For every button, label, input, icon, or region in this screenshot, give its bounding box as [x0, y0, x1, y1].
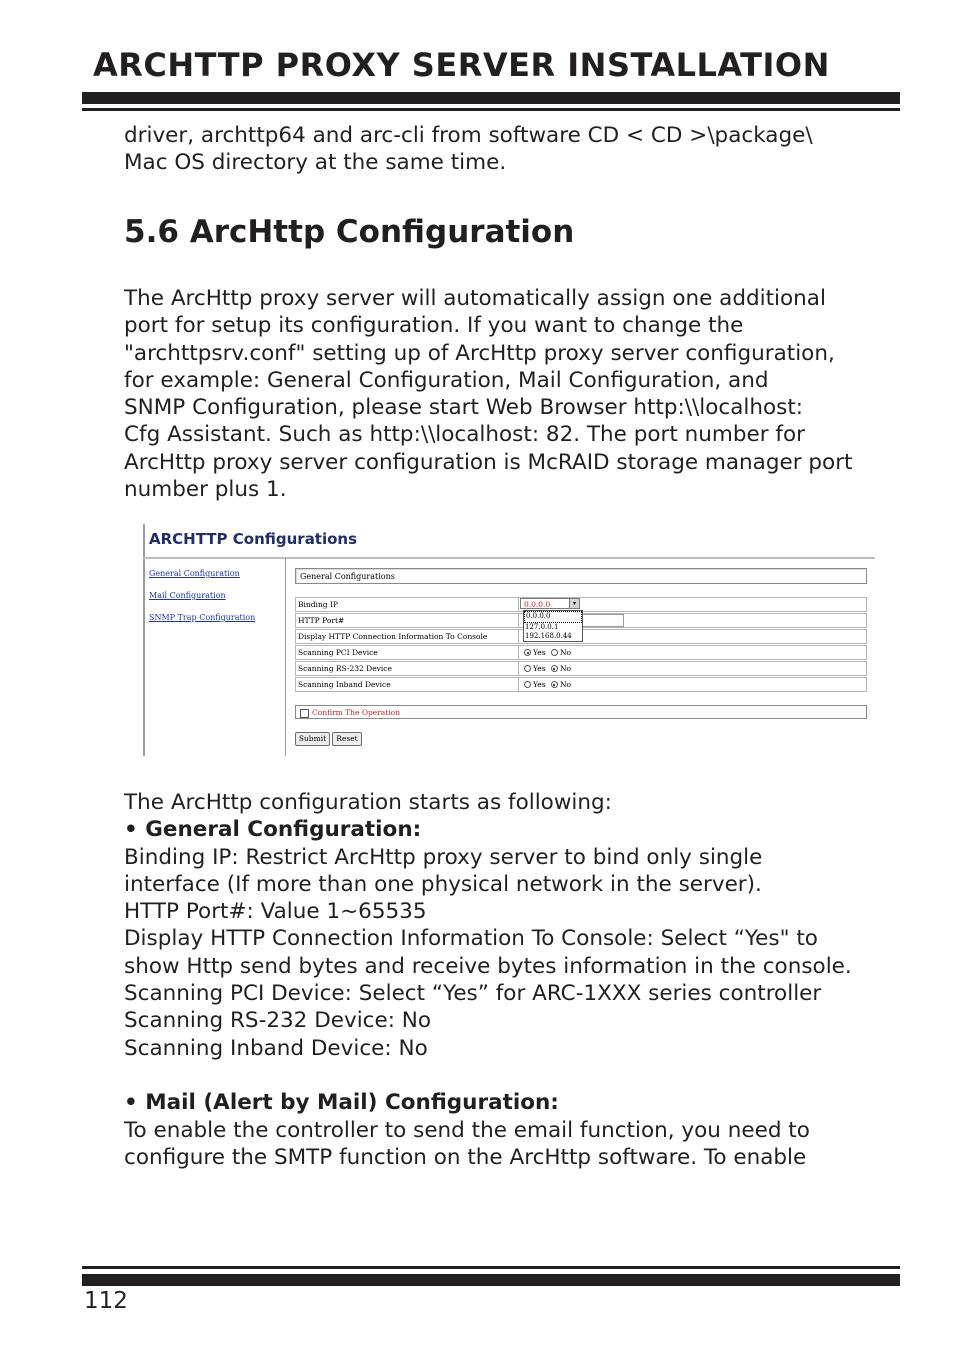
paragraph-line: port for setup its configuration. If you want to change the [124, 313, 744, 339]
header-rule [82, 92, 900, 104]
section-title: 5.6 ArcHttp Configuration [124, 214, 575, 250]
mail-configuration-heading: • Mail (Alert by Mail) Configuration: [124, 1090, 559, 1116]
row-divider [518, 598, 519, 611]
scan-pci-yes-radio[interactable] [524, 649, 531, 656]
general-line: Display HTTP Connection Information To Console: Select “Yes" to [124, 926, 818, 952]
archttp-config-screenshot [143, 524, 875, 756]
row-divider [518, 662, 519, 675]
yes-label: Yes [533, 680, 546, 689]
screenshot-title [149, 530, 357, 548]
page-header-title: ARCHTTP PROXY SERVER INSTALLATION [93, 46, 830, 84]
yes-label: Yes [533, 664, 546, 673]
row-scan-inband [295, 677, 867, 692]
row-label: Binding IP [298, 600, 338, 609]
lead-line: The ArcHttp configuration starts as following: [124, 790, 612, 815]
footer-rule [82, 1274, 900, 1286]
general-line: Scanning Inband Device: No [124, 1035, 428, 1061]
binding-ip-value: 0.0.0.0 [524, 600, 551, 609]
no-label: No [559, 680, 572, 689]
configuration-description [124, 789, 914, 1171]
screenshot-title-sub: Configurations [232, 530, 358, 548]
general-configurations-panel-header [295, 568, 867, 584]
scan-rs232-no-radio[interactable] [551, 665, 558, 672]
intro-text [124, 122, 914, 177]
dropdown-option[interactable]: 127.0.0.1 [525, 622, 559, 631]
binding-ip-dropdown [523, 610, 583, 642]
panel-title: General Configurations [300, 572, 395, 581]
screenshot-title-divider [143, 557, 875, 559]
screenshot-nav-divider [285, 558, 286, 756]
chevron-down-icon[interactable]: ▾ [569, 599, 579, 608]
page-number: 112 [84, 1288, 128, 1314]
row-label: HTTP Port# [298, 616, 345, 625]
general-line: Scanning RS-232 Device: No [124, 1008, 432, 1034]
paragraph-line: Cfg Assistant. Such as http:\\localhost: 82. The port number for [124, 422, 805, 448]
scan-pci-no-radio[interactable] [551, 649, 558, 656]
no-label: No [559, 648, 572, 657]
row-divider [518, 630, 519, 643]
scan-rs232-options [524, 664, 571, 673]
scan-rs232-yes-radio[interactable] [524, 665, 531, 672]
paragraph-line: for example: General Configuration, Mail Configuration, and [124, 367, 769, 393]
scan-inband-yes-radio[interactable] [524, 681, 531, 688]
nav-link-snmp-trap-configuration[interactable]: SNMP Trap Configuration [149, 613, 256, 622]
scan-pci-options [524, 648, 571, 657]
nav-link-general-configuration[interactable]: General Configuration [149, 569, 240, 578]
dropdown-option[interactable]: 192.168.0.44 [525, 632, 572, 640]
binding-ip-select[interactable] [520, 598, 580, 609]
general-line: Scanning PCI Device: Select “Yes” for ARC-1XXX series controller [124, 981, 822, 1007]
screenshot-title-main: ARCHTTP [149, 530, 228, 548]
header-rule-thin [82, 108, 900, 111]
nav-link-mail-configuration[interactable]: Mail Configuration [149, 591, 226, 600]
paragraph-line: The ArcHttp proxy server will automatically assign one additional [124, 286, 826, 311]
no-label: No [559, 664, 572, 673]
blank-line [124, 1062, 914, 1089]
scan-inband-no-radio[interactable] [551, 681, 558, 688]
confirm-operation-label: Confirm The Operation [312, 708, 401, 717]
submit-button[interactable]: Submit [295, 732, 330, 746]
row-scan-pci [295, 645, 867, 660]
mail-line: To enable the controller to send the email function, you need to [124, 1117, 810, 1143]
general-line: HTTP Port#: Value 1~65535 [124, 899, 427, 925]
intro-line: driver, archttp64 and arc-cli from software CD < CD >\package\ [124, 123, 813, 148]
row-label: Scanning PCI Device [298, 648, 378, 657]
row-label: Scanning RS-232 Device [298, 664, 392, 673]
general-line: interface (If more than one physical network in the server). [124, 871, 762, 897]
row-label: Scanning Inband Device [298, 680, 391, 689]
confirm-operation-checkbox[interactable] [300, 709, 309, 718]
paragraph-line: "archttpsrv.conf" setting up of ArcHttp proxy server configuration, [124, 340, 835, 366]
scan-inband-options [524, 680, 571, 689]
paragraph-line: ArcHttp proxy server configuration is McRAID storage manager port [124, 449, 853, 475]
row-divider [518, 614, 519, 627]
yes-label: Yes [533, 648, 546, 657]
general-configuration-heading: • General Configuration: [124, 817, 422, 843]
footer-rule-thin [82, 1266, 900, 1269]
row-label: Display HTTP Connection Information To Console [298, 632, 488, 641]
intro-line: Mac OS directory at the same time. [124, 150, 507, 176]
confirm-operation-row [295, 705, 867, 719]
paragraph-line: number plus 1. [124, 477, 287, 503]
paragraph-line: SNMP Configuration, please start Web Browser http:\\localhost: [124, 395, 804, 421]
mail-line: configure the SMTP function on the ArcHttp software. To enable [124, 1144, 807, 1170]
section-paragraph [124, 285, 914, 503]
general-line: show Http send bytes and receive bytes information in the console. [124, 953, 852, 979]
row-scan-rs232 [295, 661, 867, 676]
http-port-input[interactable] [580, 614, 624, 627]
general-line: Binding IP: Restrict ArcHttp proxy server to bind only single [124, 844, 763, 870]
dropdown-option[interactable]: 0.0.0.0 [524, 611, 582, 623]
reset-button[interactable]: Reset [332, 732, 362, 746]
row-divider [518, 646, 519, 659]
row-divider [518, 678, 519, 691]
